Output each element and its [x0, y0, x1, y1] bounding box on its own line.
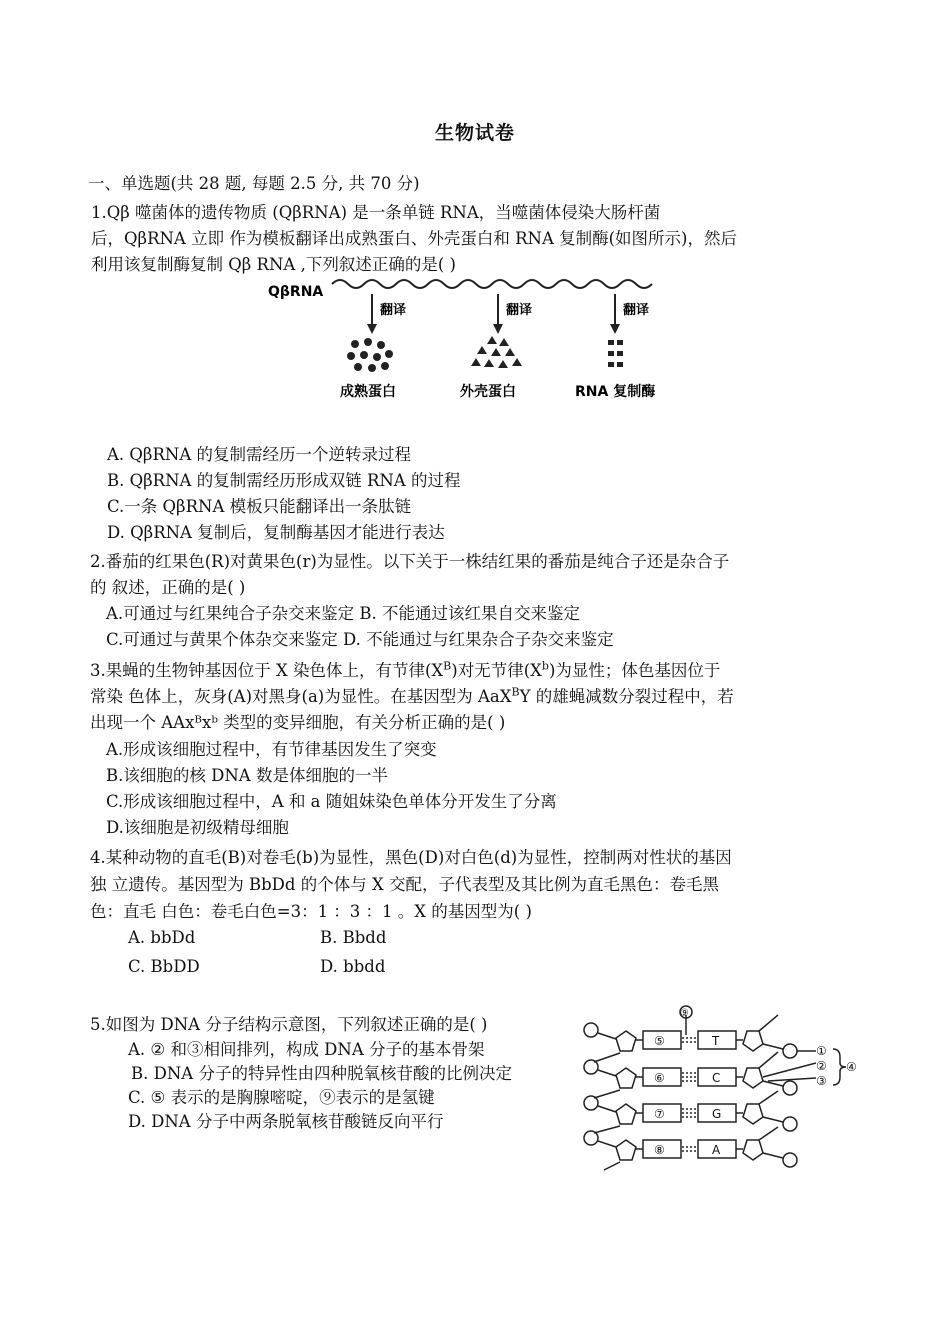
q3-stem-line-3: 出现一个 AAxᴮxᵇ 类型的变异细胞，有关分析正确的是( ) [90, 713, 506, 732]
q5-stem: 5.如图为 DNA 分子结构示意图，下列叙述正确的是( ) [90, 1015, 488, 1034]
dna-structure-figure [578, 1005, 868, 1175]
dna-base-a: A [712, 1143, 721, 1157]
product-label-2: 外壳蛋白 [460, 384, 516, 400]
q5-option-c: C. ⑤ 表示的是胸腺嘧啶，⑨表示的是氢键 [128, 1088, 435, 1107]
dna-label-5: ⑤ [654, 1034, 665, 1048]
q1-option-d: D. QβRNA 复制后，复制酶基因才能进行表达 [107, 523, 445, 542]
q5-option-a: A. ② 和③相间排列，构成 DNA 分子的基本骨架 [128, 1040, 485, 1059]
q4-option-b: B. Bbdd [320, 928, 387, 947]
dna-base-t: T [712, 1034, 720, 1048]
q4-option-a: A. bbDd [128, 928, 196, 947]
q4-stem-line-3: 色：直毛 白色：卷毛白色=3：1 ：3 ：1 。X 的基因型为( ) [90, 902, 532, 921]
q1-translation-figure [260, 272, 680, 412]
dna-label-2: ② [816, 1059, 827, 1073]
dna-base-c: C [712, 1071, 721, 1085]
rna-replicase-icon [608, 340, 623, 367]
coat-protein-icon [471, 336, 522, 368]
q2-stem-line-2: 的 叙述，正确的是( ) [90, 578, 246, 597]
q3-stem-line-2: 常染 色体上，灰身(A)对黑身(a)为显性。在基因型为 AaX$^B$Y 的雄蝇减数分裂过程中，若 [90, 685, 734, 706]
arrow-2 [493, 294, 503, 334]
q3-option-b: B.该细胞的核 DNA 数是体细胞的一半 [106, 766, 388, 785]
arrow-3 [610, 294, 620, 334]
q4-option-d: D. bbdd [320, 957, 386, 976]
mature-protein-icon [347, 338, 393, 372]
q1-stem-line-3: 利用该复制酶复制 Qβ RNA ,下列叙述正确的是( ) [91, 255, 456, 274]
q2-option-cd: C.可通过与黄果个体杂交来鉴定 D. 不能通过与红果杂合子杂交来鉴定 [106, 630, 614, 649]
arrow-label-1: 翻译 [380, 303, 407, 318]
q3-option-c: C.形成该细胞过程中，A 和 a 随姐妹染色单体分开发生了分离 [106, 792, 557, 811]
dna-label-3: ③ [816, 1074, 827, 1088]
q5-option-b: B. DNA 分子的特异性由四种脱氧核苷酸的比例决定 [131, 1064, 512, 1083]
arrow-1 [367, 294, 377, 334]
q4-stem-line-1: 4.某种动物的直毛(B)对卷毛(b)为显性，黑色(D)对白色(d)为显性，控制两对性状的基因 [90, 848, 732, 867]
dna-label-9: ⑨ [680, 1008, 689, 1019]
q3-option-d: D.该细胞是初级精母细胞 [106, 818, 289, 837]
q3-option-a: A.形成该细胞过程中，有节律基因发生了突变 [106, 740, 437, 759]
rna-strand [332, 280, 652, 288]
dna-label-7: ⑦ [654, 1107, 665, 1121]
q3-stem-line-1: 3.果蝇的生物钟基因位于 X 染色体上，有节律$(X^B)$对无节律$(X^b)$为显性；体色基因位于 [90, 659, 721, 680]
q1-stem-line-1: 1.Qβ 噬菌体的遗传物质 (QβRNA) 是一条单链 RNA，当噬菌体侵染大肠杆菌 [91, 203, 661, 222]
dna-label-1: ① [816, 1044, 827, 1058]
product-label-1: 成熟蛋白 [340, 384, 396, 400]
q1-stem-line-2: 后，QβRNA 立即 作为模板翻译出成熟蛋白、外壳蛋白和 RNA 复制酶(如图所示)，然后 [91, 229, 737, 248]
dna-label-6: ⑥ [654, 1071, 665, 1085]
dna-label-4: ④ [846, 1060, 857, 1074]
q2-stem-line-1: 2.番茄的红果色(R)对黄果色(r)为显性。以下关于一株结红果的番茄是纯合子还是杂合子 [90, 552, 730, 571]
q4-option-c: C. BbDD [128, 957, 200, 976]
q1-option-a: A. QβRNA 的复制需经历一个逆转录过程 [107, 445, 411, 464]
section-header: 一、单选题(共 28 题, 每题 2.5 分, 共 70 分) [88, 174, 420, 193]
q2-option-ab: A.可通过与红果纯合子杂交来鉴定 B. 不能通过该红果自交来鉴定 [106, 604, 581, 623]
q1-strand-label: QβRNA [268, 284, 324, 300]
arrow-label-2: 翻译 [506, 303, 533, 318]
q5-option-d: D. DNA 分子中两条脱氧核苷酸链反向平行 [128, 1112, 444, 1131]
arrow-label-3: 翻译 [623, 303, 650, 318]
q4-stem-line-2: 独 立遗传。基因型为 BbDd 的个体与 X 交配，子代表型及其比例为直毛黑色：卷毛黑 [90, 875, 719, 894]
q1-option-c: C.一条 QβRNA 模板只能翻译出一条肽链 [107, 497, 412, 516]
product-label-3: RNA 复制酶 [575, 384, 656, 400]
dna-base-g: G [712, 1107, 722, 1121]
page-title: 生物试卷 [434, 122, 515, 144]
q1-option-b: B. QβRNA 的复制需经历形成双链 RNA 的过程 [107, 471, 461, 490]
dna-label-8: ⑧ [654, 1143, 665, 1157]
